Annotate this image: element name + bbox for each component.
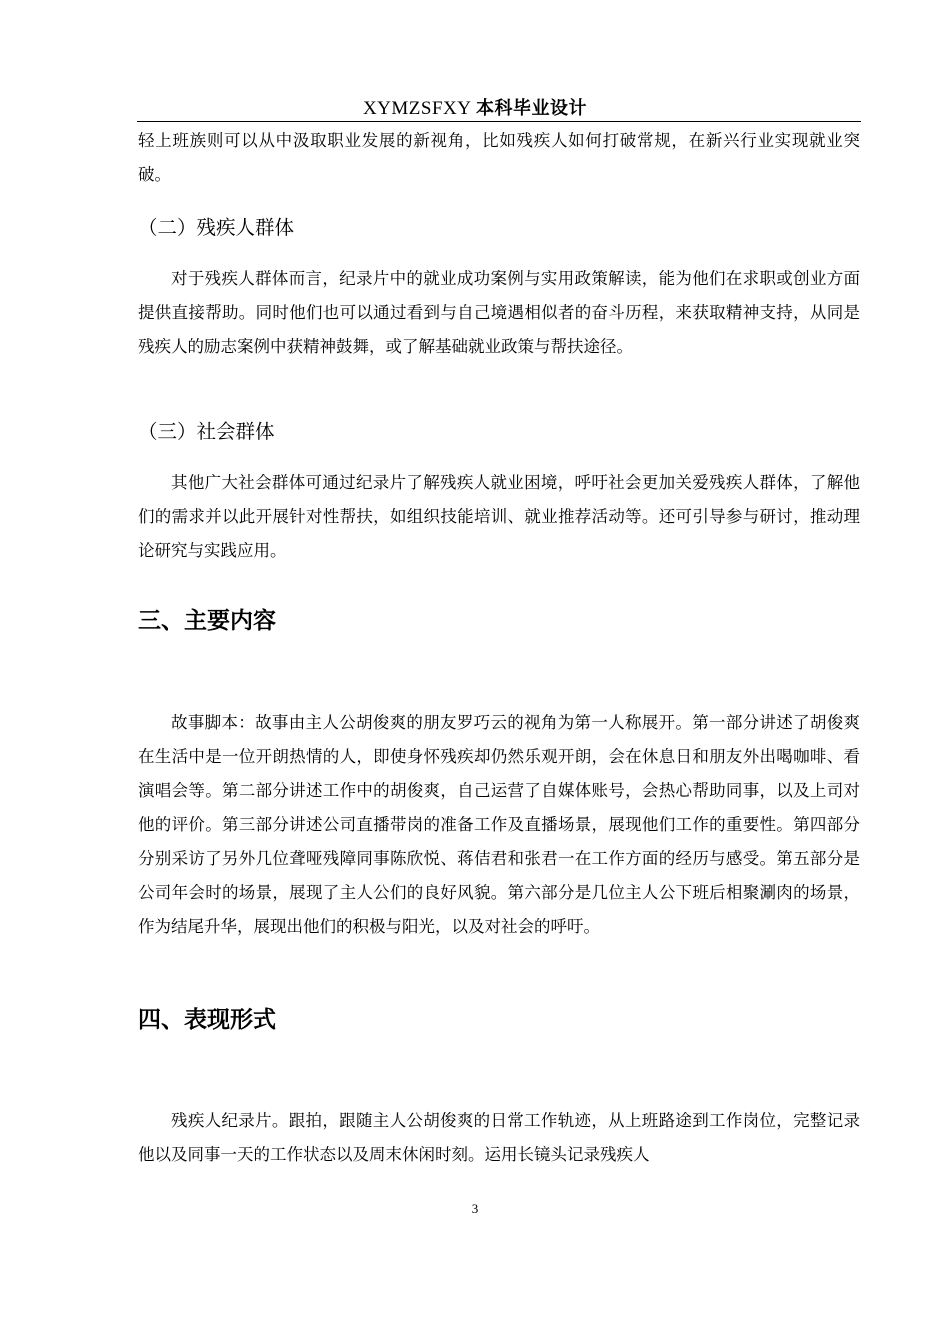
paragraph-presentation: 残疾人纪录片。跟拍，跟随主人公胡俊爽的日常工作轨迹，从上班路途到工作岗位，完整记录他以及同事一天的工作状态以及周末休闲时刻。运用长镜头记录残疾人 <box>138 1111 860 1164</box>
paragraph-story-script: 故事脚本：故事由主人公胡俊爽的朋友罗巧云的视角为第一人称展开。第一部分讲述了胡俊爽在生活中是一位开朗热情的人，即使身怀残疾却仍然乐观开朗，会在休息日和朋友外出喝咖啡、看演唱会等。第二部分讲述工作中的胡俊爽，自己运营了自媒体账号，会热心帮助同事，以及上司对他的评价。第三部分讲述公司直播带岗的准备工作及直播场景，展现他们工作的重要性。第四部分分别采访了另外几位聋哑残障同事陈欣悦、蒋佶君和张君一在工作方面的经历与感受。第五部分是公司年会时的场景，展现了主人公们的良好风貌。第六部分是几位主人公下班后相聚涮肉的场景，作为结尾升华，展现出他们的积极与阳光，以及对社会的呼吁。 <box>138 713 860 936</box>
page-header <box>0 94 950 120</box>
subheading-disabled-group: （二）残疾人群体 <box>138 216 295 239</box>
header-rule <box>137 121 861 122</box>
page-number: 3 <box>471 1201 479 1216</box>
subheading-social-group: （三）社会群体 <box>138 420 275 443</box>
paragraph-disabled-group: 对于残疾人群体而言，纪录片中的就业成功案例与实用政策解读，能为他们在求职或创业方面提供直接帮助。同时他们也可以通过看到与自己境遇相似者的奋斗历程，来获取精神支持，从同是残疾人的励志案例中获精神鼓舞，或了解基础就业政策与帮扶途径。 <box>138 269 860 356</box>
section-heading-main-content: 三、主要内容 <box>138 608 276 634</box>
paragraph-social-group: 其他广大社会群体可通过纪录片了解残疾人就业困境，呼吁社会更加关爱残疾人群体，了解他们的需求并以此开展针对性帮扶，如组织技能培训、就业推荐活动等。还可引导参与研讨，推动理论研究与实践应用。 <box>138 473 860 560</box>
paragraph-continuation: 轻上班族则可以从中汲取职业发展的新视角，比如残疾人如何打破常规，在新兴行业实现就业突破。 <box>138 131 860 184</box>
header-latin-text: XYMZSFXY <box>362 98 471 119</box>
section-heading-presentation: 四、表现形式 <box>138 1007 276 1033</box>
header-chinese-text: 本科毕业设计 <box>476 98 588 119</box>
